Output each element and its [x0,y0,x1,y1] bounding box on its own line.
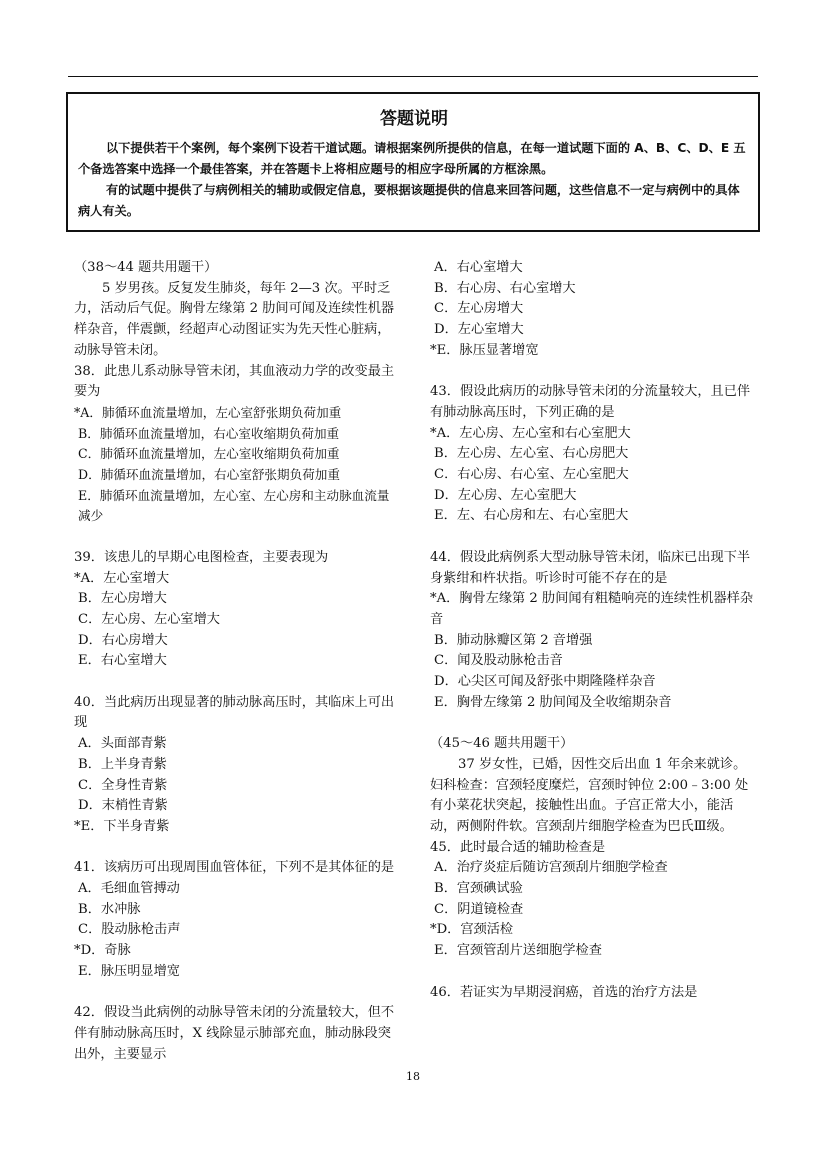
option-43-b: B．左心房、左心室、右心房肥大 [434,446,629,462]
question-block-40 [74,693,396,838]
page-number: 18 [406,1070,420,1083]
option-45-a: A．治疗炎症后随访宫颈刮片细胞学检查 [434,860,668,876]
question-block-41 [74,858,396,982]
option-40-b: B．上半身青紫 [78,756,167,772]
question-block-39 [74,548,396,672]
option-44-e: E．胸骨左缘第 2 肋间闻及全收缩期杂音 [434,694,672,710]
option-44-b: B．肺动脉瓣区第 2 音增强 [434,632,593,648]
option-39-e: E．右心室增大 [78,653,167,669]
question-block-44 [430,548,755,714]
option-39-d: D．右心房增大 [78,632,168,648]
question-block-42-start [74,1003,396,1065]
instructions-paragraph-1: 以下提供若干个案例，每个案例下设若干道试题。请根据案例所提供的信息，在每一道试题下面的 A、B、C、D、E 五个备选答案中选择一个最佳答案，并在答题卡上将相应题号的相应字母所属的方框涂黑。 [78,141,746,176]
option-43-c: C．右心房、右心室、左心室肥大 [434,467,629,483]
question-block-42-options [430,258,755,362]
case-stem: 37 岁女性，已婚，因性交后出血 1 年余来就诊。妇科检查：宫颈轻度糜烂，宫颈时钟位 2:00﹣3:00 处有小菜花状突起，接触性出血。子宫正常大小，能活动，两侧附件软。宫颈刮片细胞学检查为巴氏Ⅲ级。 [430,756,749,834]
option-44-d: D．心尖区可闻及舒张中期隆隆样杂音 [434,674,656,690]
option-43-d: D．左心房、左心室肥大 [434,487,577,503]
option-41-a: A．毛细血管搏动 [78,881,180,897]
option-42-d: D．左心室增大 [434,322,524,338]
option-43-a: *A．左心房、左心室和右心室肥大 [430,425,631,441]
option-40-c: C．全身性青紫 [78,777,168,793]
instructions-box [66,92,760,232]
question-46: 46．若证实为早期浸润癌，首选的治疗方法是 [430,984,698,1000]
option-41-d: *D．奇脉 [74,943,131,959]
option-39-b: B．左心房增大 [78,591,167,607]
question-44: 44．假设此病例系大型动脉导管未闭，临床已出现下半身紫绀和杵状指。听诊时可能不存在的是 [430,549,751,586]
option-38-b: B．肺循环血流量增加，右心室收缩期负荷加重 [78,425,340,441]
case-header: （38～44 题共用题干） [74,260,218,275]
option-44-c: C．闻及股动脉枪击音 [434,653,563,669]
option-38-a: *A．肺循环血流量增加，左心室舒张期负荷加重 [74,404,342,420]
question-41: 41．该病历可出现周围血管体征，下列不是其体征的是 [74,860,395,876]
option-40-a: A．头面部青紫 [78,736,167,752]
case-38-44 [74,258,396,527]
question-43: 43．假设此病历的动脉导管未闭的分流量较大，且已伴有肺动脉高压时，下列正确的是 [430,384,751,420]
option-40-d: D．末梢性青紫 [78,798,168,814]
question-block-43 [430,382,755,527]
option-44-a: *A．胸骨左缘第 2 肋间闻有粗糙响亮的连续性机器样杂音 [430,591,754,627]
option-40-e: *E．下半身青紫 [74,818,170,834]
option-41-c: C．股动脉枪击声 [78,922,181,938]
option-41-e: E．脉压明显增宽 [78,963,180,979]
option-45-b: B．宫颈碘试验 [434,881,523,897]
instructions-paragraph-2: 有的试题中提供了与病例相关的辅助或假定信息，要根据该题提供的信息来回答问题，这些信息不一定与病例中的具体病人有关。 [78,183,740,218]
right-column [430,258,755,1003]
case-stem: 5 岁男孩。反复发生肺炎，每年 2—3 次。平时乏力，活动后气促。胸骨左缘第 2 肋间可闻及连续性机器样杂音，伴震颤，经超声心动图证实为先天性心脏病，动脉导管未闭。 [74,280,395,358]
option-42-e: *E．脉压显著增宽 [430,342,539,358]
option-39-a: *A．左心室增大 [74,570,170,586]
option-38-d: D．肺循环血流量增加，右心室舒张期负荷加重 [78,467,340,483]
left-column [74,258,396,1065]
header-rule [68,76,758,77]
option-39-c: C．左心房、左心室增大 [78,611,220,627]
question-38: 38．此患儿系动脉导管未闭，其血液动力学的改变最主要为 [74,363,395,400]
question-39: 39．该患儿的早期心电图检查，主要表现为 [74,549,329,565]
option-43-e: E．左、右心房和左、右心室肥大 [434,508,629,524]
instructions-title: 答题说明 [380,109,448,129]
option-45-e: E．宫颈管刮片送细胞学检查 [434,943,602,959]
option-41-b: B．水冲脉 [78,901,141,917]
question-45: 45．此时最合适的辅助检查是 [430,839,606,855]
option-38-e: E．肺循环血流量增加，左心室、左心房和主动脉血流量减少 [78,487,390,524]
case-45-46 [430,734,755,962]
question-42: 42．假设当此病例的动脉导管未闭的分流量较大，但不伴有肺动脉高压时，X 线除显示肺部充血，肺动脉段突出外，主要显示 [74,1005,395,1062]
option-42-a: A．右心室增大 [434,260,523,275]
option-45-c: C．阴道镜检查 [434,901,524,917]
case-header: （45～46 题共用题干） [430,736,574,752]
option-42-c: C．左心房增大 [434,301,524,317]
option-38-c: C．肺循环血流量增加，左心室收缩期负荷加重 [78,446,340,462]
question-40: 40．当此病历出现显著的肺动脉高压时，其临床上可出现 [74,694,395,731]
question-block-46 [430,983,755,1004]
option-45-d: *D．宫颈活检 [430,922,514,938]
option-42-b: B．右心房、右心室增大 [434,280,576,296]
